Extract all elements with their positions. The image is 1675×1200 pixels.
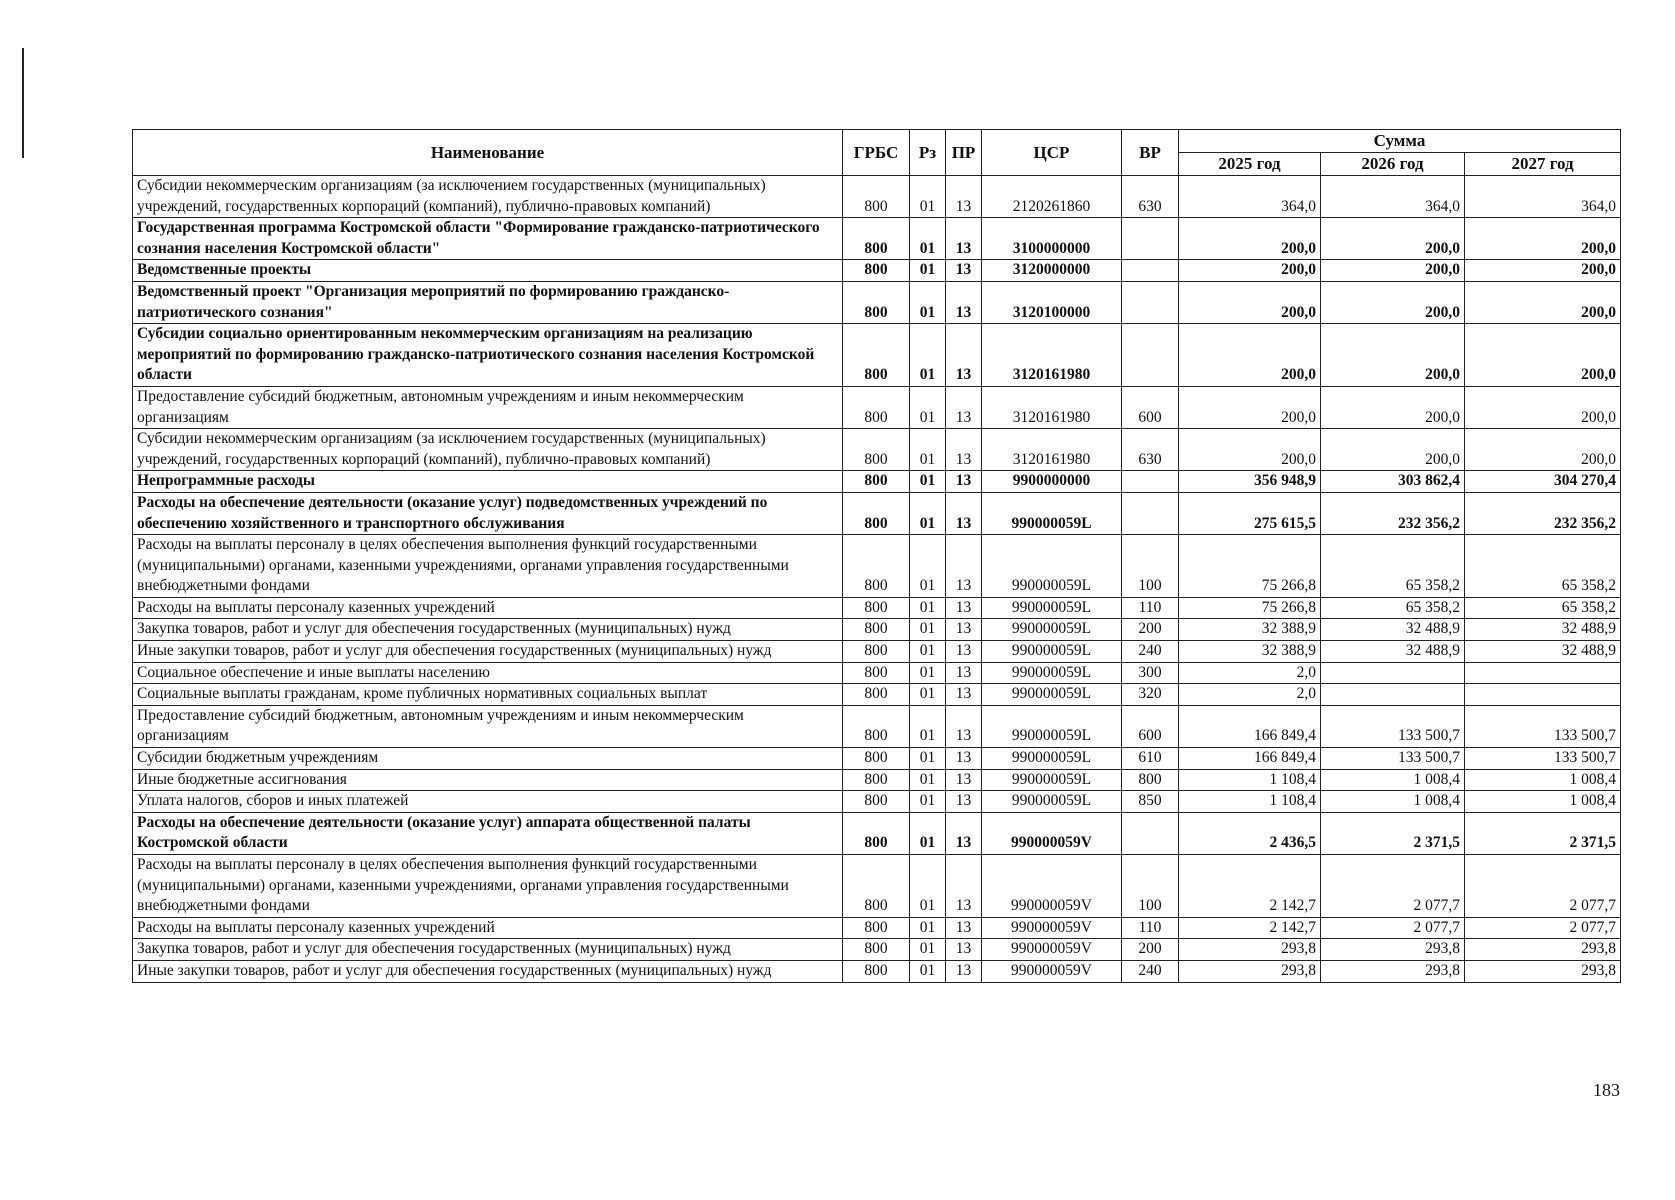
row-grbs-cell: 800 [843,281,910,323]
row-2025-cell: 356 948,9 [1179,471,1321,493]
row-2027-cell: 200,0 [1465,429,1621,471]
row-grbs-cell: 800 [843,705,910,747]
row-rz-cell: 01 [910,492,946,534]
row-vr-cell: 240 [1122,641,1179,663]
table-row [133,917,1621,939]
row-name-cell: Иные закупки товаров, работ и услуг для обеспечения государственных (муниципальных) нужд [133,960,843,982]
row-rz-cell: 01 [910,260,946,282]
row-2025-cell: 200,0 [1179,281,1321,323]
row-csr-cell: 3120000000 [982,260,1122,282]
row-name-cell: Расходы на обеспечение деятельности (оказание услуг) аппарата общественной палаты Костромской области [133,812,843,854]
row-2025-cell: 200,0 [1179,260,1321,282]
row-grbs-cell: 800 [843,917,910,939]
row-pr-cell: 13 [946,535,982,598]
row-name-cell: Субсидии некоммерческим организациям (за исключением государственных (муниципальных) учреждений, государственных корпораций (компаний), публично-правовых компаний) [133,429,843,471]
row-grbs-cell: 800 [843,176,910,218]
row-pr-cell: 13 [946,705,982,747]
row-vr-cell [1122,324,1179,387]
row-vr-cell: 600 [1122,386,1179,428]
row-csr-cell: 990000059V [982,855,1122,918]
table-row [133,535,1621,598]
row-2026-cell: 232 356,2 [1321,492,1465,534]
row-csr-cell: 990000059V [982,960,1122,982]
header-pr: ПР [946,130,982,176]
header-name: Наименование [133,130,843,176]
row-csr-cell: 990000059L [982,619,1122,641]
row-2025-cell: 1 108,4 [1179,791,1321,813]
row-grbs-cell: 800 [843,812,910,854]
row-grbs-cell: 800 [843,597,910,619]
row-2025-cell: 2 142,7 [1179,917,1321,939]
table-row [133,260,1621,282]
row-csr-cell: 3120100000 [982,281,1122,323]
row-2025-cell: 293,8 [1179,939,1321,961]
header-year-2025: 2025 год [1179,153,1321,176]
row-2027-cell: 293,8 [1465,960,1621,982]
row-2026-cell: 293,8 [1321,960,1465,982]
row-pr-cell: 13 [946,386,982,428]
row-grbs-cell: 800 [843,492,910,534]
row-pr-cell: 13 [946,281,982,323]
row-2027-cell: 2 077,7 [1465,917,1621,939]
row-grbs-cell: 800 [843,960,910,982]
row-2026-cell: 200,0 [1321,281,1465,323]
row-name-cell: Расходы на выплаты персоналу казенных учреждений [133,917,843,939]
row-csr-cell: 3100000000 [982,218,1122,260]
page-number: 183 [1593,1080,1620,1100]
row-vr-cell: 300 [1122,662,1179,684]
row-name-cell: Уплата налогов, сборов и иных платежей [133,791,843,813]
row-vr-cell: 630 [1122,176,1179,218]
header-grbs: ГРБС [843,130,910,176]
row-grbs-cell: 800 [843,855,910,918]
table-row [133,855,1621,918]
table-row [133,812,1621,854]
row-pr-cell: 13 [946,429,982,471]
row-2025-cell: 293,8 [1179,960,1321,982]
row-2026-cell: 2 077,7 [1321,855,1465,918]
row-vr-cell: 320 [1122,684,1179,706]
row-rz-cell: 01 [910,855,946,918]
row-name-cell: Социальные выплаты гражданам, кроме публичных нормативных социальных выплат [133,684,843,706]
row-2026-cell [1321,662,1465,684]
row-2025-cell: 32 388,9 [1179,619,1321,641]
row-2026-cell: 2 077,7 [1321,917,1465,939]
row-pr-cell: 13 [946,748,982,770]
row-rz-cell: 01 [910,641,946,663]
row-2025-cell: 75 266,8 [1179,535,1321,598]
row-2027-cell: 200,0 [1465,386,1621,428]
table-row [133,939,1621,961]
row-csr-cell: 990000059L [982,684,1122,706]
table-row [133,705,1621,747]
row-2026-cell: 2 371,5 [1321,812,1465,854]
row-name-cell: Субсидии социально ориентированным некоммерческим организациям на реализацию мероприятий по формированию гражданско-патриотического сознания населения Костромской области [133,324,843,387]
row-vr-cell [1122,281,1179,323]
row-pr-cell: 13 [946,855,982,918]
row-pr-cell: 13 [946,641,982,663]
row-rz-cell: 01 [910,619,946,641]
row-2025-cell: 2,0 [1179,662,1321,684]
row-pr-cell: 13 [946,471,982,493]
row-csr-cell: 990000059V [982,812,1122,854]
row-rz-cell: 01 [910,748,946,770]
row-csr-cell: 990000059L [982,791,1122,813]
row-2025-cell: 2,0 [1179,684,1321,706]
row-csr-cell: 990000059L [982,597,1122,619]
row-rz-cell: 01 [910,597,946,619]
header-rz: Рз [910,130,946,176]
row-2027-cell: 1 008,4 [1465,791,1621,813]
row-2026-cell: 200,0 [1321,218,1465,260]
row-2025-cell: 364,0 [1179,176,1321,218]
row-2025-cell: 2 142,7 [1179,855,1321,918]
table-row [133,960,1621,982]
row-pr-cell: 13 [946,791,982,813]
row-2025-cell: 75 266,8 [1179,597,1321,619]
row-2026-cell: 65 358,2 [1321,597,1465,619]
table-row [133,324,1621,387]
table-row [133,176,1621,218]
table-row [133,769,1621,791]
row-name-cell: Государственная программа Костромской области "Формирование гражданско-патриотического сознания населения Костромской области" [133,218,843,260]
row-2026-cell [1321,684,1465,706]
row-pr-cell: 13 [946,619,982,641]
row-2027-cell: 32 488,9 [1465,641,1621,663]
row-2027-cell: 232 356,2 [1465,492,1621,534]
row-grbs-cell: 800 [843,429,910,471]
table-row [133,684,1621,706]
row-2027-cell: 200,0 [1465,324,1621,387]
row-name-cell: Социальное обеспечение и иные выплаты населению [133,662,843,684]
row-csr-cell: 990000059V [982,917,1122,939]
row-csr-cell: 990000059L [982,769,1122,791]
row-name-cell: Расходы на выплаты персоналу казенных учреждений [133,597,843,619]
row-grbs-cell: 800 [843,748,910,770]
row-2026-cell: 364,0 [1321,176,1465,218]
row-name-cell: Расходы на выплаты персоналу в целях обеспечения выполнения функций государственными (муниципальными) органами, казенными учреждениями, органами управления государственными внебюджетными фондами [133,855,843,918]
row-name-cell: Субсидии бюджетным учреждениям [133,748,843,770]
row-vr-cell: 200 [1122,939,1179,961]
row-grbs-cell: 800 [843,386,910,428]
row-2026-cell: 133 500,7 [1321,748,1465,770]
row-name-cell: Предоставление субсидий бюджетным, автономным учреждениям и иным некоммерческим организациям [133,386,843,428]
row-grbs-cell: 800 [843,662,910,684]
budget-table [132,129,1621,983]
row-name-cell: Непрограммные расходы [133,471,843,493]
row-pr-cell: 13 [946,939,982,961]
row-2027-cell [1465,684,1621,706]
row-2026-cell: 200,0 [1321,429,1465,471]
margin-line [22,48,24,158]
table-row [133,791,1621,813]
row-name-cell: Расходы на обеспечение деятельности (оказание услуг) подведомственных учреждений по обеспечению хозяйственного и транспортного обслуживания [133,492,843,534]
table-row [133,386,1621,428]
row-2025-cell: 200,0 [1179,218,1321,260]
row-rz-cell: 01 [910,791,946,813]
row-rz-cell: 01 [910,705,946,747]
row-2027-cell: 65 358,2 [1465,597,1621,619]
row-grbs-cell: 800 [843,471,910,493]
row-vr-cell: 200 [1122,619,1179,641]
row-grbs-cell: 800 [843,769,910,791]
row-pr-cell: 13 [946,324,982,387]
row-vr-cell: 610 [1122,748,1179,770]
row-rz-cell: 01 [910,917,946,939]
row-rz-cell: 01 [910,662,946,684]
row-2027-cell: 1 008,4 [1465,769,1621,791]
row-pr-cell: 13 [946,492,982,534]
row-csr-cell: 990000059L [982,705,1122,747]
row-csr-cell: 990000059V [982,939,1122,961]
row-csr-cell: 3120161980 [982,324,1122,387]
row-2027-cell: 2 371,5 [1465,812,1621,854]
row-grbs-cell: 800 [843,791,910,813]
row-pr-cell: 13 [946,769,982,791]
row-2026-cell: 200,0 [1321,386,1465,428]
row-2027-cell: 133 500,7 [1465,705,1621,747]
row-2025-cell: 2 436,5 [1179,812,1321,854]
row-csr-cell: 2120261860 [982,176,1122,218]
row-rz-cell: 01 [910,812,946,854]
table-row [133,619,1621,641]
row-vr-cell [1122,260,1179,282]
table-row [133,218,1621,260]
row-2025-cell: 32 388,9 [1179,641,1321,663]
row-2026-cell: 133 500,7 [1321,705,1465,747]
row-pr-cell: 13 [946,684,982,706]
header-sum: Сумма [1179,130,1621,153]
row-pr-cell: 13 [946,960,982,982]
row-pr-cell: 13 [946,218,982,260]
row-rz-cell: 01 [910,960,946,982]
row-csr-cell: 3120161980 [982,386,1122,428]
row-pr-cell: 13 [946,812,982,854]
row-2026-cell: 32 488,9 [1321,641,1465,663]
row-rz-cell: 01 [910,939,946,961]
row-2027-cell: 2 077,7 [1465,855,1621,918]
row-2025-cell: 200,0 [1179,324,1321,387]
row-vr-cell: 240 [1122,960,1179,982]
header-vr: ВР [1122,130,1179,176]
row-2025-cell: 166 849,4 [1179,705,1321,747]
row-2027-cell: 65 358,2 [1465,535,1621,598]
row-2026-cell: 293,8 [1321,939,1465,961]
row-name-cell: Иные закупки товаров, работ и услуг для обеспечения государственных (муниципальных) нужд [133,641,843,663]
row-2027-cell [1465,662,1621,684]
row-vr-cell [1122,492,1179,534]
row-pr-cell: 13 [946,597,982,619]
row-csr-cell: 990000059L [982,748,1122,770]
row-csr-cell: 3120161980 [982,429,1122,471]
row-grbs-cell: 800 [843,619,910,641]
row-rz-cell: 01 [910,324,946,387]
row-2027-cell: 304 270,4 [1465,471,1621,493]
row-2027-cell: 293,8 [1465,939,1621,961]
row-2025-cell: 200,0 [1179,386,1321,428]
table-row [133,492,1621,534]
row-2025-cell: 166 849,4 [1179,748,1321,770]
row-2025-cell: 1 108,4 [1179,769,1321,791]
table-row [133,429,1621,471]
row-pr-cell: 13 [946,260,982,282]
row-grbs-cell: 800 [843,641,910,663]
row-2026-cell: 65 358,2 [1321,535,1465,598]
row-vr-cell [1122,471,1179,493]
row-rz-cell: 01 [910,281,946,323]
row-grbs-cell: 800 [843,260,910,282]
table-body [133,176,1621,983]
row-2027-cell: 364,0 [1465,176,1621,218]
row-name-cell: Иные бюджетные ассигнования [133,769,843,791]
table-row [133,641,1621,663]
row-rz-cell: 01 [910,684,946,706]
row-csr-cell: 990000059L [982,492,1122,534]
row-csr-cell: 990000059L [982,535,1122,598]
row-2025-cell: 275 615,5 [1179,492,1321,534]
header-year-2027: 2027 год [1465,153,1621,176]
row-rz-cell: 01 [910,386,946,428]
header-year-2026: 2026 год [1321,153,1465,176]
row-grbs-cell: 800 [843,324,910,387]
row-vr-cell: 110 [1122,597,1179,619]
row-2027-cell: 133 500,7 [1465,748,1621,770]
row-name-cell: Закупка товаров, работ и услуг для обеспечения государственных (муниципальных) нужд [133,939,843,961]
row-rz-cell: 01 [910,535,946,598]
row-rz-cell: 01 [910,769,946,791]
row-2027-cell: 200,0 [1465,260,1621,282]
row-2027-cell: 200,0 [1465,218,1621,260]
row-vr-cell: 110 [1122,917,1179,939]
row-2026-cell: 1 008,4 [1321,791,1465,813]
row-rz-cell: 01 [910,218,946,260]
row-csr-cell: 990000059L [982,641,1122,663]
row-grbs-cell: 800 [843,218,910,260]
row-grbs-cell: 800 [843,535,910,598]
row-vr-cell [1122,218,1179,260]
row-csr-cell: 990000059L [982,662,1122,684]
row-rz-cell: 01 [910,471,946,493]
row-pr-cell: 13 [946,917,982,939]
row-name-cell: Предоставление субсидий бюджетным, автономным учреждениям и иным некоммерческим организациям [133,705,843,747]
table-row [133,748,1621,770]
row-2027-cell: 32 488,9 [1465,619,1621,641]
row-vr-cell: 800 [1122,769,1179,791]
row-2026-cell: 303 862,4 [1321,471,1465,493]
row-2026-cell: 200,0 [1321,260,1465,282]
row-csr-cell: 9900000000 [982,471,1122,493]
row-vr-cell: 600 [1122,705,1179,747]
row-grbs-cell: 800 [843,684,910,706]
header-csr: ЦСР [982,130,1122,176]
row-vr-cell: 100 [1122,855,1179,918]
row-2026-cell: 200,0 [1321,324,1465,387]
row-name-cell: Ведомственные проекты [133,260,843,282]
row-name-cell: Расходы на выплаты персоналу в целях обеспечения выполнения функций государственными (муниципальными) органами, казенными учреждениями, органами управления государственными внебюджетными фондами [133,535,843,598]
table-row [133,662,1621,684]
row-name-cell: Ведомственный проект "Организация мероприятий по формированию гражданско-патриотического сознания" [133,281,843,323]
row-vr-cell: 630 [1122,429,1179,471]
row-vr-cell [1122,812,1179,854]
row-2026-cell: 1 008,4 [1321,769,1465,791]
row-rz-cell: 01 [910,429,946,471]
row-vr-cell: 850 [1122,791,1179,813]
row-pr-cell: 13 [946,176,982,218]
row-2027-cell: 200,0 [1465,281,1621,323]
table-row [133,471,1621,493]
row-2025-cell: 200,0 [1179,429,1321,471]
row-name-cell: Субсидии некоммерческим организациям (за исключением государственных (муниципальных) учреждений, государственных корпораций (компаний), публично-правовых компаний) [133,176,843,218]
row-rz-cell: 01 [910,176,946,218]
table-row [133,281,1621,323]
row-pr-cell: 13 [946,662,982,684]
row-2026-cell: 32 488,9 [1321,619,1465,641]
table-row [133,597,1621,619]
row-name-cell: Закупка товаров, работ и услуг для обеспечения государственных (муниципальных) нужд [133,619,843,641]
row-vr-cell: 100 [1122,535,1179,598]
row-grbs-cell: 800 [843,939,910,961]
